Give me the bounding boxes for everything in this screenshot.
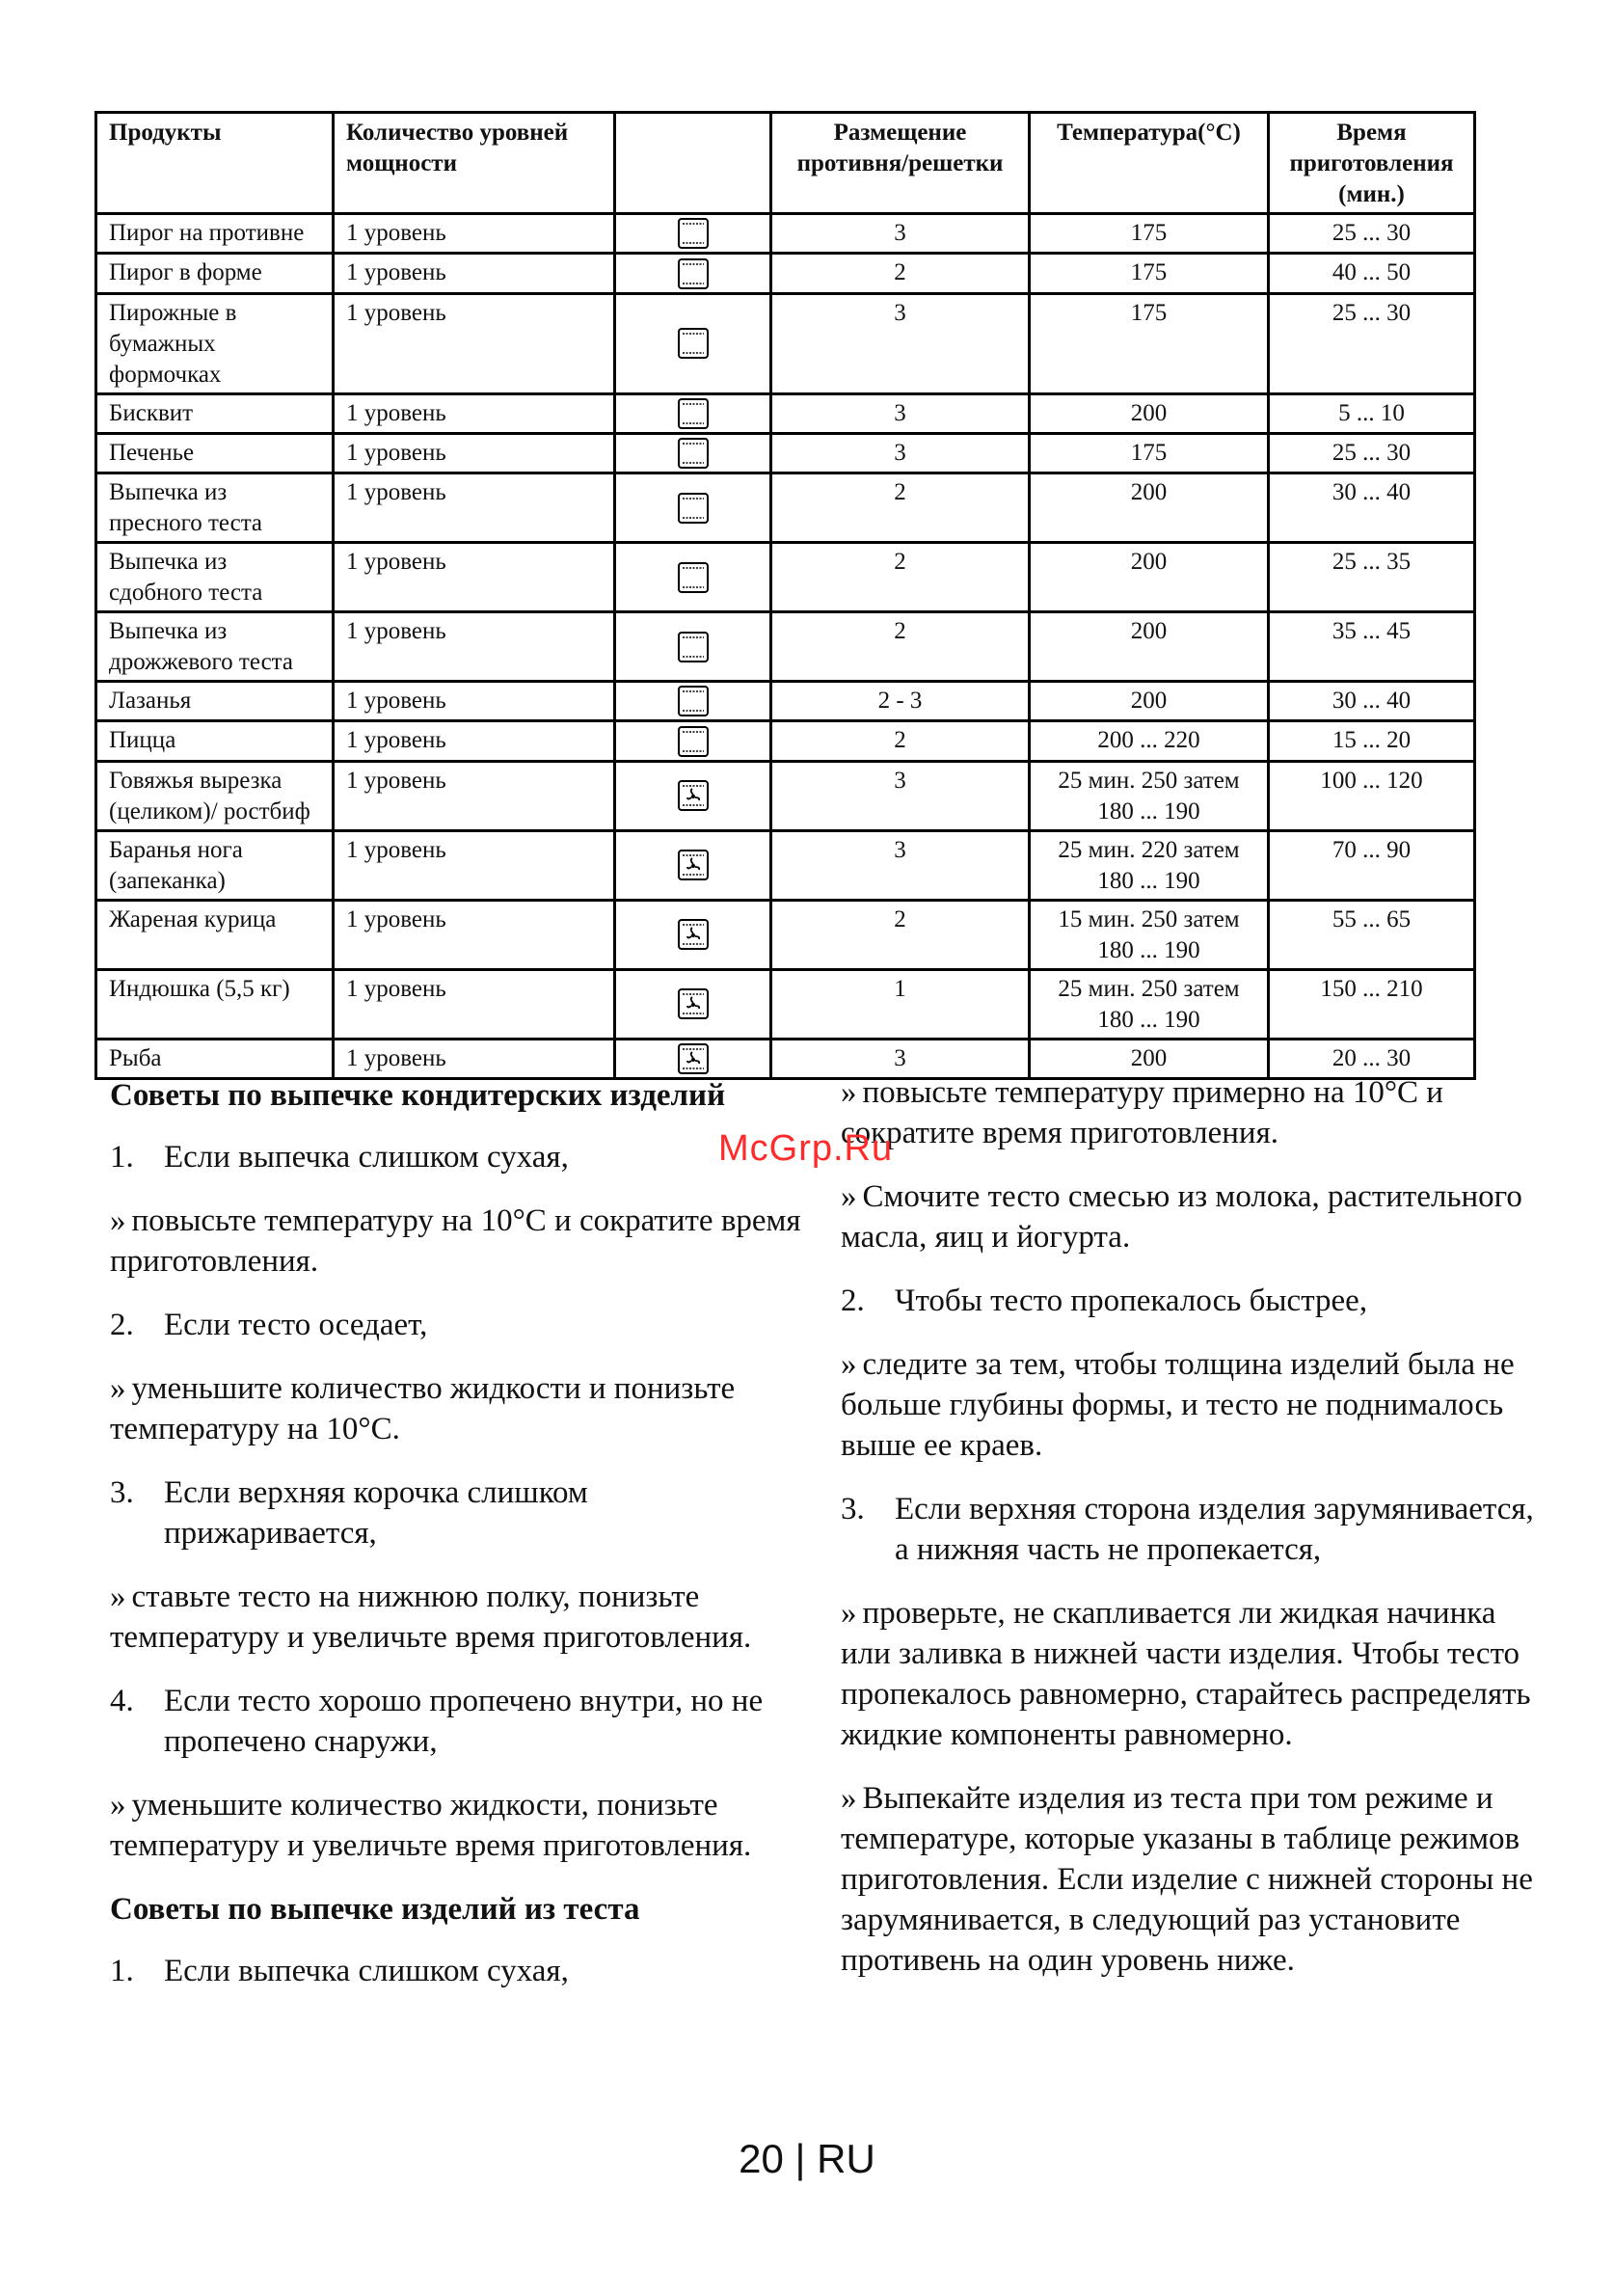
cell-mode — [615, 473, 771, 543]
top-bottom-heat-icon — [677, 397, 710, 430]
fan-heat-icon — [677, 849, 710, 881]
right-text-column — [841, 1072, 1545, 2004]
item-number: 4. — [110, 1684, 134, 1718]
cell-temperature: 200 — [1030, 682, 1269, 721]
top-bottom-heat-icon — [677, 685, 710, 717]
chevron-icon: » — [110, 1580, 126, 1614]
chevron-icon: » — [841, 1179, 857, 1214]
item-number: 3. — [841, 1492, 865, 1526]
tip-text: проверьте, не скапливается ли жидкая начинка или заливка в нижней части изделия. Чтобы тесто пропекалось равномерно, старайтесь распределять жидкие компоненты равномерно. — [841, 1596, 1531, 1752]
item-number: 3. — [110, 1475, 134, 1510]
tip-text: ставьте тесто на нижнюю полку, понизьте температуру и увеличьте время приготовления. — [110, 1580, 752, 1655]
tip-text: Смочите тесто смесью из молока, растительного масла, яиц и йогурта. — [841, 1179, 1522, 1255]
chevron-icon: » — [841, 1075, 857, 1110]
table-row — [96, 969, 1475, 1039]
cell-mode — [615, 721, 771, 761]
cell-levels: 1 уровень — [334, 254, 615, 293]
cell-levels: 1 уровень — [334, 543, 615, 612]
cell-levels: 1 уровень — [334, 393, 615, 433]
cell-placement: 3 — [771, 1039, 1030, 1078]
cell-product: Лазанья — [96, 682, 334, 721]
tip-paragraph — [841, 1778, 1545, 1981]
cell-placement: 2 — [771, 900, 1030, 969]
cell-placement: 3 — [771, 830, 1030, 900]
cell-product: Пицца — [96, 721, 334, 761]
cell-placement: 2 - 3 — [771, 682, 1030, 721]
table-row — [96, 900, 1475, 969]
cell-levels: 1 уровень — [334, 473, 615, 543]
cell-placement: 2 — [771, 473, 1030, 543]
cell-time: 150 ... 210 — [1269, 969, 1475, 1039]
cell-mode — [615, 1039, 771, 1078]
cell-mode — [615, 612, 771, 682]
top-bottom-heat-icon — [677, 561, 710, 594]
list-item — [110, 1305, 804, 1345]
cell-temperature: 175 — [1030, 254, 1269, 293]
cell-time: 100 ... 120 — [1269, 761, 1475, 830]
table-row — [96, 682, 1475, 721]
cell-temperature: 200 — [1030, 473, 1269, 543]
cell-mode — [615, 393, 771, 433]
item-text: Если тесто оседает, — [164, 1308, 428, 1342]
cell-product: Выпечка из сдобного теста — [96, 543, 334, 612]
cell-temperature: 175 — [1030, 293, 1269, 393]
cell-temperature: 25 мин. 250 затем 180 ... 190 — [1030, 761, 1269, 830]
item-text: Чтобы тесто пропекалось быстрее, — [895, 1283, 1368, 1318]
cell-time: 5 ... 10 — [1269, 393, 1475, 433]
tip-paragraph — [841, 1072, 1545, 1153]
cell-temperature: 175 — [1030, 433, 1269, 473]
list-item — [110, 1951, 804, 1991]
chevron-icon: » — [110, 1371, 126, 1406]
cell-placement: 3 — [771, 214, 1030, 254]
item-text: Если верхняя корочка слишком прижаривается, — [164, 1475, 588, 1551]
item-number: 2. — [841, 1283, 865, 1318]
cell-levels: 1 уровень — [334, 969, 615, 1039]
fan-heat-icon — [677, 1042, 710, 1075]
cell-placement: 3 — [771, 433, 1030, 473]
cell-mode — [615, 830, 771, 900]
cell-time: 55 ... 65 — [1269, 900, 1475, 969]
cell-time: 40 ... 50 — [1269, 254, 1475, 293]
top-bottom-heat-icon — [677, 631, 710, 663]
cell-levels: 1 уровень — [334, 900, 615, 969]
list-item — [841, 1281, 1545, 1321]
item-text: Если выпечка слишком сухая, — [164, 1954, 569, 1988]
fan-heat-icon — [677, 779, 710, 812]
heading-pastry-tips: Советы по выпечке кондитерских изделий — [110, 1078, 726, 1113]
cell-time: 30 ... 40 — [1269, 473, 1475, 543]
cell-levels: 1 уровень — [334, 433, 615, 473]
cell-product: Пирог на противне — [96, 214, 334, 254]
top-bottom-heat-icon — [677, 492, 710, 525]
top-bottom-heat-icon — [677, 725, 710, 758]
top-bottom-heat-icon — [677, 437, 710, 470]
cell-product: Бисквит — [96, 393, 334, 433]
cell-mode — [615, 293, 771, 393]
cell-product: Говяжья вырезка (целиком)/ ростбиф — [96, 761, 334, 830]
item-text: Если тесто хорошо пропечено внутри, но не пропечено снаружи, — [164, 1684, 764, 1759]
list-item — [841, 1489, 1545, 1570]
tip-paragraph — [110, 1368, 804, 1449]
top-bottom-heat-icon — [677, 327, 710, 360]
cooking-table — [94, 111, 1476, 1080]
table-header-row — [96, 113, 1475, 214]
cell-product: Выпечка из пресного теста — [96, 473, 334, 543]
cell-levels: 1 уровень — [334, 612, 615, 682]
chevron-icon: » — [841, 1781, 857, 1816]
table-row — [96, 393, 1475, 433]
header-placement: Размещение противня/решетки — [771, 113, 1030, 214]
tip-text: повысьте температуру на 10°С и сократите время приготовления. — [110, 1203, 801, 1279]
cell-levels: 1 уровень — [334, 721, 615, 761]
table-row — [96, 433, 1475, 473]
cell-product: Выпечка из дрожжевого теста — [96, 612, 334, 682]
page-number: 20 | RU — [739, 2136, 875, 2181]
cell-placement: 3 — [771, 761, 1030, 830]
tip-paragraph — [110, 1201, 804, 1282]
chevron-icon: » — [841, 1347, 857, 1382]
cell-temperature: 25 мин. 220 затем 180 ... 190 — [1030, 830, 1269, 900]
cell-product: Пирожные в бумажных формочках — [96, 293, 334, 393]
cell-placement: 2 — [771, 721, 1030, 761]
top-bottom-heat-icon — [677, 257, 710, 290]
cell-time: 30 ... 40 — [1269, 682, 1475, 721]
cell-levels: 1 уровень — [334, 761, 615, 830]
cell-placement: 2 — [771, 254, 1030, 293]
chevron-icon: » — [110, 1203, 126, 1238]
tip-text: следите за тем, чтобы толщина изделий была не больше глубины формы, и тесто не поднималось выше ее краев. — [841, 1347, 1515, 1463]
cell-temperature: 200 ... 220 — [1030, 721, 1269, 761]
table-row — [96, 543, 1475, 612]
tip-text: повысьте температуру примерно на 10°С и сократите время приготовления. — [841, 1075, 1443, 1150]
tip-paragraph — [110, 1577, 804, 1658]
cell-temperature: 200 — [1030, 393, 1269, 433]
cell-levels: 1 уровень — [334, 1039, 615, 1078]
cell-time: 15 ... 20 — [1269, 721, 1475, 761]
cell-product: Рыба — [96, 1039, 334, 1078]
table-row — [96, 254, 1475, 293]
cell-mode — [615, 761, 771, 830]
cell-placement: 3 — [771, 393, 1030, 433]
left-text-column — [110, 1075, 804, 2014]
heading-dough-tips: Советы по выпечке изделий из теста — [110, 1892, 640, 1927]
cell-product: Печенье — [96, 433, 334, 473]
cell-time: 35 ... 45 — [1269, 612, 1475, 682]
cell-product: Баранья нога (запеканка) — [96, 830, 334, 900]
table-row — [96, 761, 1475, 830]
watermark: McGrp.Ru — [718, 1128, 894, 1169]
cell-temperature: 200 — [1030, 1039, 1269, 1078]
cell-placement: 3 — [771, 293, 1030, 393]
cell-product: Жареная курица — [96, 900, 334, 969]
cell-product: Пирог в форме — [96, 254, 334, 293]
table-row — [96, 721, 1475, 761]
cell-levels: 1 уровень — [334, 830, 615, 900]
item-number: 2. — [110, 1308, 134, 1342]
cell-temperature: 200 — [1030, 612, 1269, 682]
cell-temperature: 200 — [1030, 543, 1269, 612]
cell-mode — [615, 254, 771, 293]
header-product: Продукты — [96, 113, 334, 214]
cell-mode — [615, 214, 771, 254]
header-levels: Количество уровней мощности — [334, 113, 615, 214]
cell-time: 25 ... 30 — [1269, 293, 1475, 393]
cell-temperature: 175 — [1030, 214, 1269, 254]
item-text: Если верхняя сторона изделия зарумянивается, а нижняя часть не пропекается, — [895, 1492, 1534, 1567]
tip-text: уменьшите количество жидкости, понизьте температуру и увеличьте время приготовления. — [110, 1788, 752, 1863]
fan-heat-icon — [677, 987, 710, 1020]
cell-placement: 2 — [771, 612, 1030, 682]
cell-time: 70 ... 90 — [1269, 830, 1475, 900]
top-bottom-heat-icon — [677, 217, 710, 250]
item-number: 1. — [110, 1954, 134, 1988]
table-row — [96, 830, 1475, 900]
chevron-icon: » — [841, 1596, 857, 1631]
cell-placement: 2 — [771, 543, 1030, 612]
list-item — [110, 1472, 804, 1553]
cell-placement: 1 — [771, 969, 1030, 1039]
cell-mode — [615, 969, 771, 1039]
item-number: 1. — [110, 1140, 134, 1175]
cell-product: Индюшка (5,5 кг) — [96, 969, 334, 1039]
cell-levels: 1 уровень — [334, 293, 615, 393]
cell-time: 25 ... 35 — [1269, 543, 1475, 612]
cell-levels: 1 уровень — [334, 682, 615, 721]
cell-time: 25 ... 30 — [1269, 214, 1475, 254]
header-icon — [615, 113, 771, 214]
item-text: Если выпечка слишком сухая, — [164, 1140, 569, 1175]
header-time: Время приготовления (мин.) — [1269, 113, 1475, 214]
table-row — [96, 214, 1475, 254]
table-row — [96, 293, 1475, 393]
header-temperature: Температура(°С) — [1030, 113, 1269, 214]
chevron-icon: » — [110, 1788, 126, 1823]
tip-paragraph — [841, 1176, 1545, 1257]
cell-time: 20 ... 30 — [1269, 1039, 1475, 1078]
cell-time: 25 ... 30 — [1269, 433, 1475, 473]
cell-temperature: 25 мин. 250 затем 180 ... 190 — [1030, 969, 1269, 1039]
tip-text: Выпекайте изделия из теста при том режиме и температуре, которые указаны в таблице режимов приготовления. Если изделие с нижней стороны не зарумянивается, в следующий раз установите противень на один уровень ниже. — [841, 1781, 1533, 1978]
cell-mode — [615, 900, 771, 969]
cell-temperature: 15 мин. 250 затем 180 ... 190 — [1030, 900, 1269, 969]
tip-paragraph — [110, 1785, 804, 1866]
tip-text: уменьшите количество жидкости и понизьте температуру на 10°С. — [110, 1371, 736, 1446]
cell-mode — [615, 543, 771, 612]
tip-paragraph — [841, 1593, 1545, 1755]
cell-levels: 1 уровень — [334, 214, 615, 254]
cell-mode — [615, 682, 771, 721]
cell-mode — [615, 433, 771, 473]
list-item — [110, 1681, 804, 1762]
fan-heat-icon — [677, 918, 710, 951]
list-item — [110, 1137, 804, 1177]
table-row — [96, 612, 1475, 682]
table-row — [96, 473, 1475, 543]
tip-paragraph — [841, 1344, 1545, 1466]
